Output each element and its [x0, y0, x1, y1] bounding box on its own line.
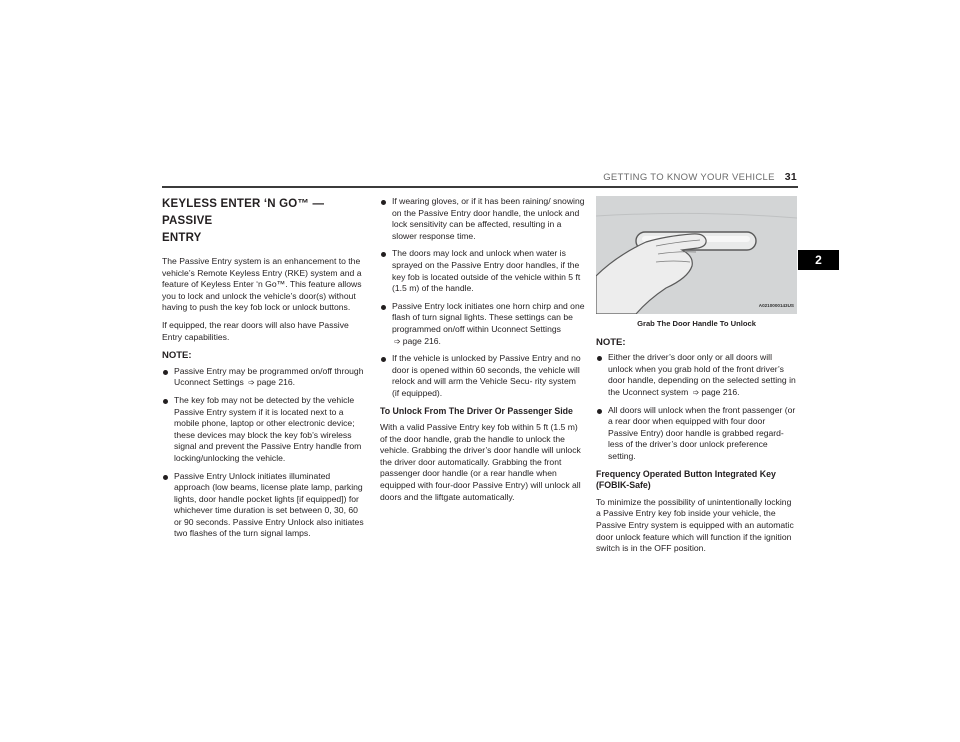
running-title: GETTING TO KNOW YOUR VEHICLE [603, 172, 775, 183]
subsection-heading [596, 469, 797, 492]
unlock-paragraph: With a valid Passive Entry key fob within 5 ft (1.5 m) of the door handle, grab the handle to unlock the vehicle. Grabbing the driver’s door handle will unlock the driver door automatically. Grabbing the front passenger door handle (or a rear handle when equipped with four-door Passive Entry) will unlock all doors and the liftgate automatically. [380, 422, 581, 502]
bullet-text: If wearing gloves, or if it has been raining/ snowing on the Passive Entry door handle, the unlock and lock sensitivity can be affected, resulting in a slower response time. [392, 196, 585, 241]
bullet-dot-icon [597, 356, 602, 361]
bullet-dot-icon [163, 370, 168, 375]
column-1 [162, 196, 367, 546]
bullet-text: Passive Entry lock initiates one horn chirp and one flash of turn signal lights. These settings can be programmed on/off within Uconnect Settings [392, 300, 585, 334]
continued-list [380, 196, 585, 400]
note-list [596, 352, 797, 462]
note-list [162, 366, 367, 540]
bullet-text: Either the driver’s door only or all doors will unlock when you grab hold of the front driver’s door handle, depending on the selected setting in the Uconnect system [608, 352, 796, 397]
page-reference-link[interactable]: page 216. [402, 335, 441, 346]
figure-code: A0210000143US [758, 303, 794, 309]
bullet-dot-icon [163, 475, 168, 480]
list-item [162, 366, 367, 389]
bullet-text: If the vehicle is unlocked by Passive Entry and no door is opened within 60 seconds, the vehicle will relock and will arm the Vehicle Secu- rity system (if equipped). [392, 353, 581, 398]
arrow-reference-icon: ➩ [248, 378, 255, 388]
running-head [560, 171, 797, 183]
hand-grabbing-handle-illustration [596, 196, 797, 314]
bullet-dot-icon [381, 305, 386, 310]
section-title-line2: ENTRY [162, 232, 202, 244]
arrow-reference-icon: ➩ [692, 387, 700, 397]
chapter-tab: 2 [798, 250, 839, 270]
page-number: 31 [784, 171, 797, 183]
list-item [596, 352, 797, 398]
bullet-text: Passive Entry Unlock initiates illuminated approach (low beams, license plate lamp, parking lights, door handle pocket lights [if equipped]) for whichever time duration is set between 0, 30, 60 or 90 seconds. Passive Entry Unlock also initiates two flashes of the turn signal lamps. [174, 470, 364, 539]
bullet-text: All doors will unlock when the front passenger (or a rear door when equipped with four door Passive Entry) door handle is grabbed regard- less of the driver’s door unlock preference setting. [608, 404, 796, 461]
figure-caption: Grab The Door Handle To Unlock [637, 319, 756, 328]
page-reference-link[interactable]: page 216. [701, 386, 740, 397]
bullet-dot-icon [381, 357, 386, 362]
list-item [162, 395, 367, 465]
list-item [596, 405, 797, 463]
subsection-heading-line1: Frequency Operated Button Integrated Key [596, 468, 776, 479]
list-item [380, 248, 585, 294]
door-handle-figure [596, 196, 797, 314]
list-item [162, 471, 367, 541]
column-2 [380, 196, 585, 509]
list-item [380, 301, 585, 347]
note-label: NOTE: [596, 336, 626, 348]
arrow-reference-icon: ➩ [394, 336, 401, 346]
subsection-heading-line2: (FOBIK-Safe) [596, 480, 651, 491]
note-label: NOTE: [162, 350, 192, 362]
section-title [162, 196, 367, 247]
subsection-heading: To Unlock From The Driver Or Passenger Side [380, 405, 573, 416]
bullet-dot-icon [163, 399, 168, 404]
bullet-text: Passive Entry may be programmed on/off through Uconnect Settings [174, 365, 364, 388]
bullet-dot-icon [381, 200, 386, 205]
fobik-paragraph: To minimize the possibility of unintentionally locking a Passive Entry key fob inside your vehicle, the Passive Entry system is equipped with an automatic door unlock feature which will function if the ignition switch is in the OFF position. [596, 496, 794, 554]
intro-paragraph: The Passive Entry system is an enhancement to the vehicle’s Remote Keyless Entry (RKE) system and a feature of Keyless Enter ‘n Go™. This feature allows you to lock and unlock the vehicle’s door(s) without having to push the key fob lock or unlock buttons. [162, 256, 362, 313]
list-item [380, 196, 585, 242]
rear-doors-paragraph: If equipped, the rear doors will also have Passive Entry capabilities. [162, 319, 349, 342]
bullet-dot-icon [597, 409, 602, 414]
header-rule [162, 186, 798, 188]
page-reference-link[interactable]: page 216. [256, 377, 296, 388]
section-title-line1: KEYLESS ENTER ‘N GO™ — PASSIVE [162, 198, 325, 227]
bullet-text: The key fob may not be detected by the vehicle Passive Entry system if it is located next to a mobile phone, laptop or other electronic device; these devices may block the key fob’s wireless signal and prevent the Passive Entry handle from locking/unlocking the vehicle. [174, 394, 362, 463]
column-3 [596, 196, 797, 561]
list-item [380, 353, 585, 399]
bullet-dot-icon [381, 252, 386, 257]
bullet-text: The doors may lock and unlock when water is sprayed on the Passive Entry door handles, if the key fob is located outside of the vehicle within 5 ft (1.5 m) of the handle. [392, 248, 581, 294]
